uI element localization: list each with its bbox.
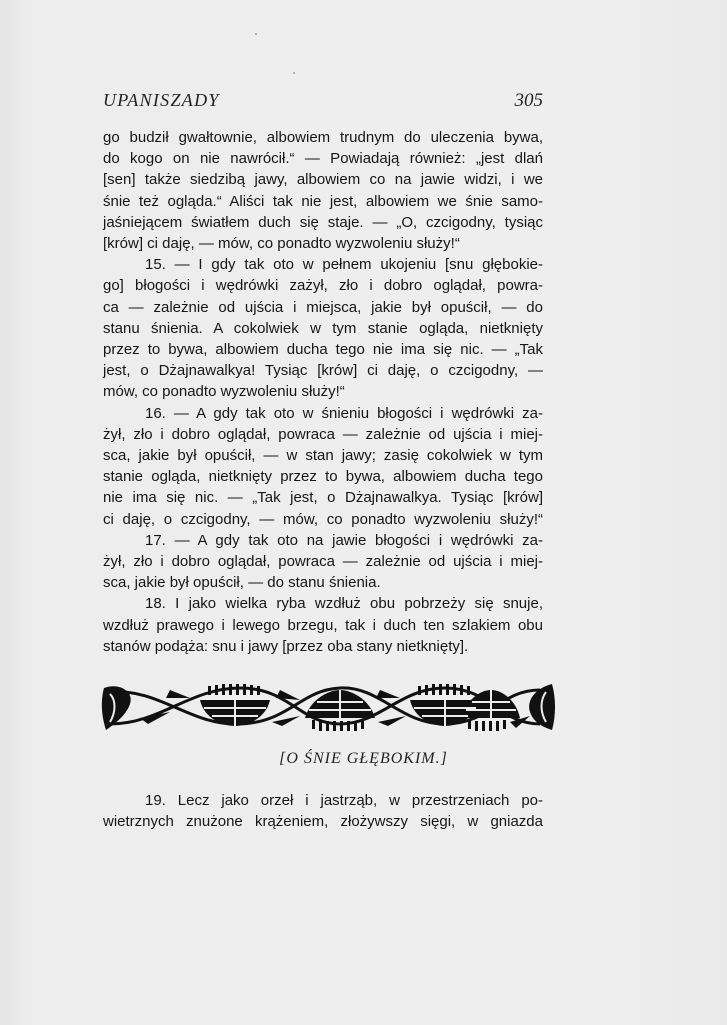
paper-speck <box>255 33 257 35</box>
text-line: sca, jakie był opuścił, — w stan jawy; zasię cokolwiek w tym <box>103 447 543 465</box>
paragraph-19 <box>103 790 543 832</box>
text-line: jaśniejącem światłem duch się staje. — „O, czcigodny, tysiąc <box>103 213 543 231</box>
paragraph-continuation <box>103 127 543 254</box>
text-line: ca — zależnie od ujścia i miejsca, jakie był opuścił, — do <box>103 298 543 316</box>
text-line: sca, jakie był opuścił, — do stanu śnienia. <box>103 574 381 592</box>
text-line: mów, co ponadto wyzwoleniu służy!“ <box>103 383 345 401</box>
text-line: go] błogości i wędrówki zażył, zło i dobro oglądał, powra- <box>103 277 543 295</box>
page-header <box>103 90 543 116</box>
text-line: ci daję, o czcigodny, — mów, co ponadto wyzwoleniu służy!“ <box>103 510 543 528</box>
text-line: [krów] ci daję, — mów, co ponadto wyzwoleniu służy!“ <box>103 235 460 253</box>
text-line: 18. I jako wielka ryba wzdłuż obu pobrzeży się snuje, <box>145 595 543 613</box>
text-line: stanu śnienia. A cokolwiek w tym stanie ogląda, nietknięty <box>103 319 543 337</box>
paragraph-15 <box>103 254 543 402</box>
text-line: żył, zło i dobro oglądał, powraca — zależnie od ujścia i miej- <box>103 425 543 443</box>
text-line: 19. Lecz jako orzeł i jastrząb, w przestrzeniach po- <box>145 792 543 809</box>
text-line: wietrznych znużone krążeniem, złożywszy sięgi, w gniazda <box>103 813 543 831</box>
paper-speck <box>293 72 295 74</box>
text-line: jest, o Dżajnawalkya! Tysiąc [krów] ci daję, o czcigodny, — <box>103 362 543 380</box>
text-line: do kogo on nie nawrócił.“ — Powiadają również: „jest dlań <box>103 150 543 168</box>
paragraph-16 <box>103 403 543 530</box>
text-line: stanów podąża: snu i jawy [przez oba stany nietknięty]. <box>103 637 469 655</box>
body-text-top <box>103 127 543 657</box>
text-line: wzdłuż prawego i lewego brzegu, tak i duch ten szlakiem obu <box>103 616 543 634</box>
section-heading: [O ŚNIE GŁĘBOKIM.] <box>279 750 448 767</box>
text-line: go budził gwałtownie, albowiem trudnym do uleczenia bywa, <box>103 129 543 146</box>
decorative-ornament-band <box>100 678 556 734</box>
text-line: stanie ogląda, nietknięty przez to bywa, albowiem ducha tego <box>103 468 543 486</box>
text-line: 15. — I gdy tak oto w pełnem ukojeniu [snu głębokie- <box>145 256 543 274</box>
page-number: 305 <box>514 90 543 111</box>
paragraph-17 <box>103 530 543 594</box>
text-line: 16. — A gdy tak oto w śnieniu błogości i wędrówki za- <box>145 404 543 422</box>
running-title: UPANISZADY <box>103 90 220 110</box>
paragraph-18 <box>103 593 543 657</box>
text-line: nie ima się nic. — „Tak jest, o Dżajnawalkya. Tysiąc [krów] <box>103 489 543 507</box>
text-line: żył, zło i dobro oglądał, powraca — zależnie od ujścia i miej- <box>103 553 543 571</box>
body-text-bottom <box>103 790 543 832</box>
text-line: przez to bywa, albowiem ducha tego nie ima się nic. — „Tak <box>103 341 543 359</box>
text-line: [sen] także siedzibą jawy, albowiem co na jawie widzi, i we <box>103 171 543 189</box>
text-line: śnie też ogląda.“ Aliści tak nie jest, albowiem we śnie samo- <box>103 192 543 210</box>
text-line: 17. — A gdy tak oto na jawie błogości i wędrówki za- <box>145 531 543 549</box>
